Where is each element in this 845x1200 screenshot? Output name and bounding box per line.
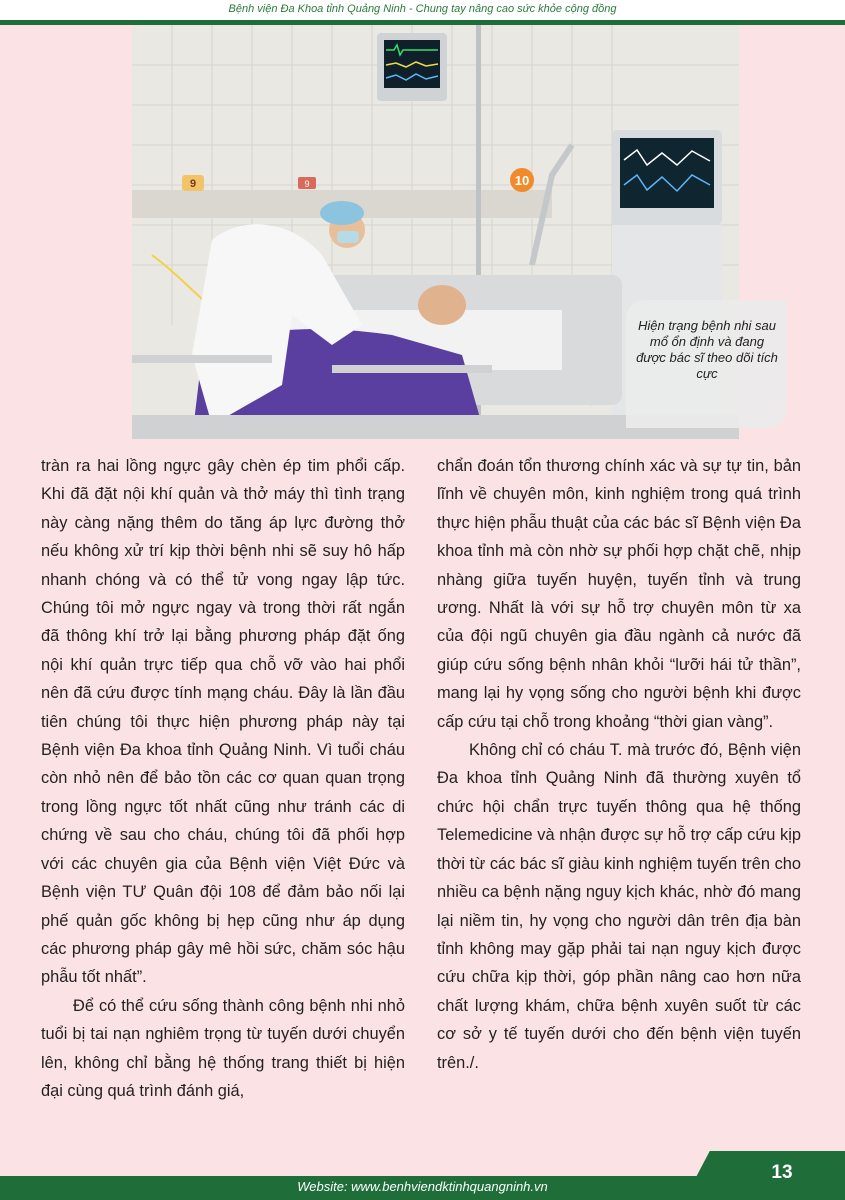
article-paragraph: Để có thể cứu sống thành công bệnh nhi nhỏ tuổi bị tai nạn nghiêm trọng từ tuyến dưới chuyển lên, không chỉ bằng hệ thống trang thiết bị hiện đại cùng quá trình đánh giá, bbox=[41, 996, 405, 1100]
page-number: 13 bbox=[771, 1162, 793, 1183]
article-paragraph: Không chỉ có cháu T. mà trước đó, Bệnh viện Đa khoa tỉnh Quảng Ninh đã thường xuyên tổ chức hội chẩn trực tuyến thông qua hệ thống Telemedicine và nhận được sự hỗ trợ cấp cứu kịp thời từ các bác sĩ giàu kinh nghiệm tuyến trên cho nhiều ca bệnh nặng nguy kịch khác, nhờ đó mang lại niềm tin, hy vọng cho người dân trên địa bàn tỉnh không may gặp phải tai nạn nguy kịch được cứu chữa kịp thời, góp phần nâng cao hơn nữa chất lượng khám, chữa bệnh xuyên suốt từ các cơ sở y tế tuyến dưới cho đến bệnh viện tuyến trên./. bbox=[437, 741, 801, 1072]
bed-number-label: 9 bbox=[189, 178, 197, 190]
bed-number-label: 10 bbox=[514, 173, 530, 188]
bed-number-label: 9 bbox=[304, 179, 310, 189]
article-paragraph: tràn ra hai lồng ngực gây chèn ép tim phổi cấp. Khi đã đặt nội khí quản và thở máy thì tình trạng này càng nặng thêm do tăng áp lực đường thở nếu không xử trí kịp thời bệnh nhi sẽ suy hô hấp nhanh chóng và có thể tử vong ngay lập tức. Chúng tôi mở ngực ngay và trong thời rất ngắn đã thông khí trở lại bằng phương pháp đặt ống nội khí quản trực tiếp qua chỗ vỡ vào hai phổi nên đã cứu được tính mạng cháu. Đây là lần đầu tiên chúng tôi thực hiện phương pháp này tại Bệnh viện Đa khoa tỉnh Quảng Ninh. Vì tuổi cháu còn nhỏ nên để bảo tồn các cơ quan quan trọng trong lồng ngực tốt nhất cũng như tránh các di chứng về sau cho cháu, chúng tôi đã phối hợp với các chuyên gia của Bệnh viện Việt Đức và Bệnh viện TƯ Quân đội 108 để đảm bảo nối lại phế quản gốc không bị hẹp cũng như áp dụng các phương pháp gây mê hồi sức, chăm sóc hậu phẫu tốt nhất”. bbox=[41, 457, 405, 987]
article-paragraph: chẩn đoán tổn thương chính xác và sự tự tin, bản lĩnh về chuyên môn, kinh nghiệm trong quá trình thực hiện phẫu thuật của các bác sĩ Bệnh viện Đa khoa tỉnh mà còn nhờ sự phối hợp chặt chẽ, nhịp nhàng giữa tuyến huyện, tuyến tỉnh và trung ương. Nhất là với sự hỗ trợ chuyên môn từ xa của đội ngũ chuyên gia đầu ngành cả nước đã giúp cứu sống bệnh nhân khỏi “lưỡi hái tử thần”, mang lại hy vọng sống cho người bệnh khi được cấp cứu tại chỗ trong khoảng “thời gian vàng”. bbox=[437, 457, 801, 731]
footer-website: Website: www.benhviendktinhquangninh.vn bbox=[297, 1179, 548, 1194]
running-header: Bệnh viện Đa Khoa tỉnh Quảng Ninh - Chung tay nâng cao sức khỏe cộng đồng bbox=[228, 3, 617, 15]
article-right-column bbox=[437, 452, 801, 1077]
article-left-column bbox=[41, 452, 405, 1105]
photo-caption: Hiện trạng bệnh nhi sau mổ ổn định và đang được bác sĩ theo dõi tích cực bbox=[636, 318, 778, 381]
